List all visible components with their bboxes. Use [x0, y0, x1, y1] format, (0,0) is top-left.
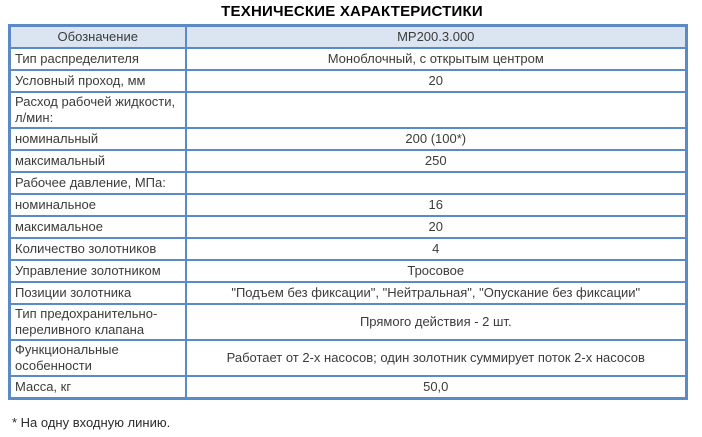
- value-cell: [186, 172, 687, 194]
- table-row: [10, 92, 687, 128]
- table-row: [10, 150, 687, 172]
- table-row: [10, 304, 687, 340]
- param-cell: Тип распределителя: [10, 48, 186, 70]
- page-title: ТЕХНИЧЕСКИЕ ХАРАКТЕРИСТИКИ: [221, 3, 483, 20]
- table-header-row: [10, 26, 687, 49]
- param-cell: Функциональные особенности: [10, 340, 186, 376]
- param-cell: Рабочее давление, МПа:: [10, 172, 186, 194]
- value-cell: 20: [186, 70, 687, 92]
- param-cell: Условный проход, мм: [10, 70, 186, 92]
- table-row: [10, 172, 687, 194]
- table-row: [10, 238, 687, 260]
- param-cell: Масса, кг: [10, 376, 186, 399]
- value-cell: "Подъем без фиксации", "Нейтральная", "Опускание без фиксации": [186, 282, 687, 304]
- value-cell: 250: [186, 150, 687, 172]
- table-row: [10, 48, 687, 70]
- value-cell: Работает от 2-х насосов; один золотник суммирует поток 2-х насосов: [186, 340, 687, 376]
- table-row: [10, 70, 687, 92]
- table-row: [10, 340, 687, 376]
- param-cell: Количество золотников: [10, 238, 186, 260]
- value-cell: [186, 92, 687, 128]
- table-row: [10, 128, 687, 150]
- footnote: * На одну входную линию.: [12, 415, 171, 430]
- param-cell: Управление золотником: [10, 260, 186, 282]
- param-cell: Позиции золотника: [10, 282, 186, 304]
- param-cell: максимальный: [10, 150, 186, 172]
- value-cell: 50,0: [186, 376, 687, 399]
- value-cell: Прямого действия - 2 шт.: [186, 304, 687, 340]
- value-cell: 200 (100*): [186, 128, 687, 150]
- table-row: [10, 194, 687, 216]
- table-row: [10, 260, 687, 282]
- value-cell: 4: [186, 238, 687, 260]
- param-cell: Расход рабочей жидкости, л/мин:: [10, 92, 186, 128]
- value-cell: Моноблочный, с открытым центром: [186, 48, 687, 70]
- value-cell: Тросовое: [186, 260, 687, 282]
- table-row: [10, 376, 687, 399]
- param-cell: номинальный: [10, 128, 186, 150]
- spec-table: [8, 24, 688, 400]
- table-row: [10, 282, 687, 304]
- value-cell: 16: [186, 194, 687, 216]
- value-cell: 20: [186, 216, 687, 238]
- param-cell: номинальное: [10, 194, 186, 216]
- header-model-cell: МР200.3.000: [186, 26, 687, 49]
- param-cell: максимальное: [10, 216, 186, 238]
- param-cell: Тип предохранительно-переливного клапана: [10, 304, 186, 340]
- table-row: [10, 216, 687, 238]
- header-designation-cell: Обозначение: [10, 26, 186, 49]
